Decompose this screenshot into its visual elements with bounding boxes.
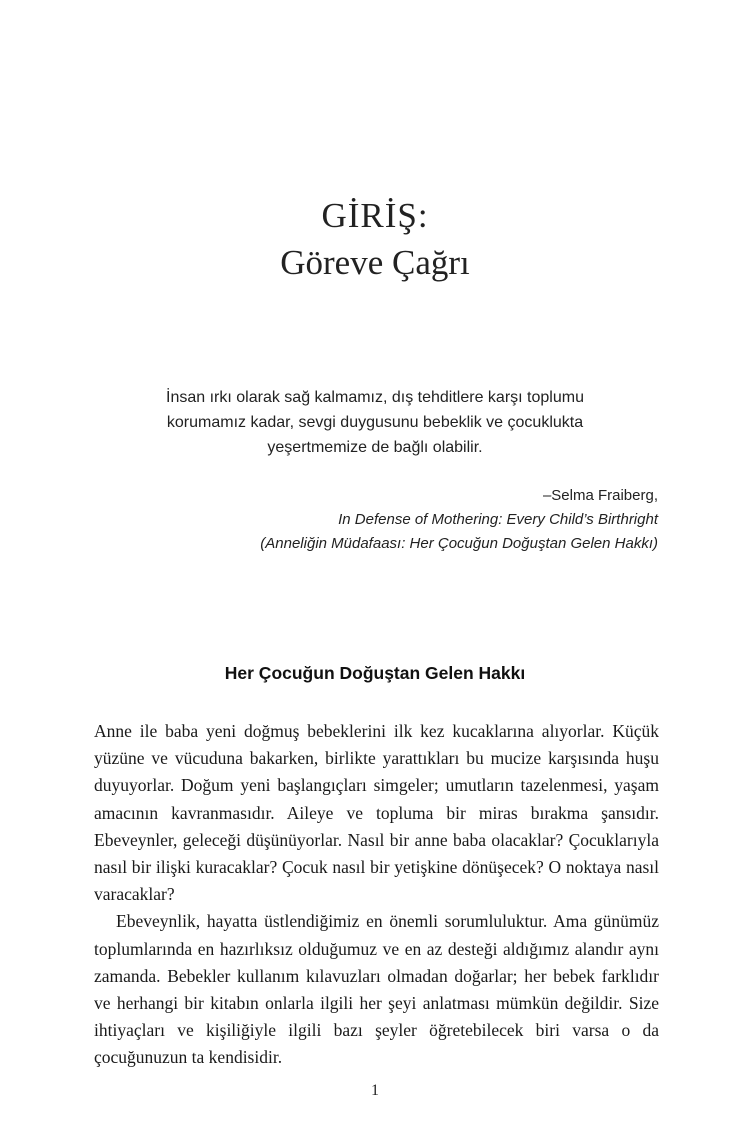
body-text (94, 718, 659, 1072)
chapter-subtitle: Göreve Çağrı (280, 243, 470, 282)
paragraph: Ebeveynlik, hayatta üstlendiğimiz en önemli sorumluluktur. Ama günümüz toplumlarında en hazırlıksız olduğumuz ve en az desteği aldığımız alandır aynı zamanda. Bebekler kullanım kılavuzları olmadan doğarlar; her bebek farklıdır ve herhangi bir kitabın onlarla ilgili her şeyi anlatması mümkün değildir. Size ihtiyaçları ve kişiliğiyle ilgili bazı şeyler öğretebilecek biri varsa o da çocuğunuzun ta kendisidir. (94, 911, 659, 1068)
chapter-title: GİRİŞ: (321, 196, 429, 235)
epigraph-book-title: In Defense of Mothering: Every Child’s Birthright (338, 511, 658, 528)
page-number: 1 (371, 1082, 379, 1099)
epigraph-attribution (138, 484, 658, 556)
epigraph-author: –Selma Fraiberg, (542, 487, 658, 504)
paragraph: Anne ile baba yeni doğmuş bebeklerini ilk kez kucaklarına alıyorlar. Küçük yüzüne ve vücuduna bakarken, birlikte yarattıkları bu mucize karşısında huşu duyuyorlar. Doğum yeni başlangıçları simgeler; umutların tazelenmesi, yaşam amacının kavranmasıdır. Aileye ve topluma bir miras bırakma şansıdır. Ebeveynler, geleceği düşünüyorlar. Nasıl bir anne baba olacaklar? Çocuklarıyla nasıl bir ilişki kuracaklar? Çocuk nasıl bir yetişkine dönüşecek? O noktaya nasıl varacaklar? (94, 721, 659, 905)
epigraph-book-title-translation: (Anneliğin Müdafaası: Her Çocuğun Doğuştan Gelen Hakkı) (260, 535, 658, 552)
epigraph (130, 385, 620, 460)
section-heading: Her Çocuğun Doğuştan Gelen Hakkı (224, 663, 526, 683)
epigraph-quote: İnsan ırkı olarak sağ kalmamız, dış tehditlere karşı toplumu korumamız kadar, sevgi duygusunu bebeklik ve çocuklukta yeşertmemize de bağlı olabilir. (166, 389, 584, 456)
